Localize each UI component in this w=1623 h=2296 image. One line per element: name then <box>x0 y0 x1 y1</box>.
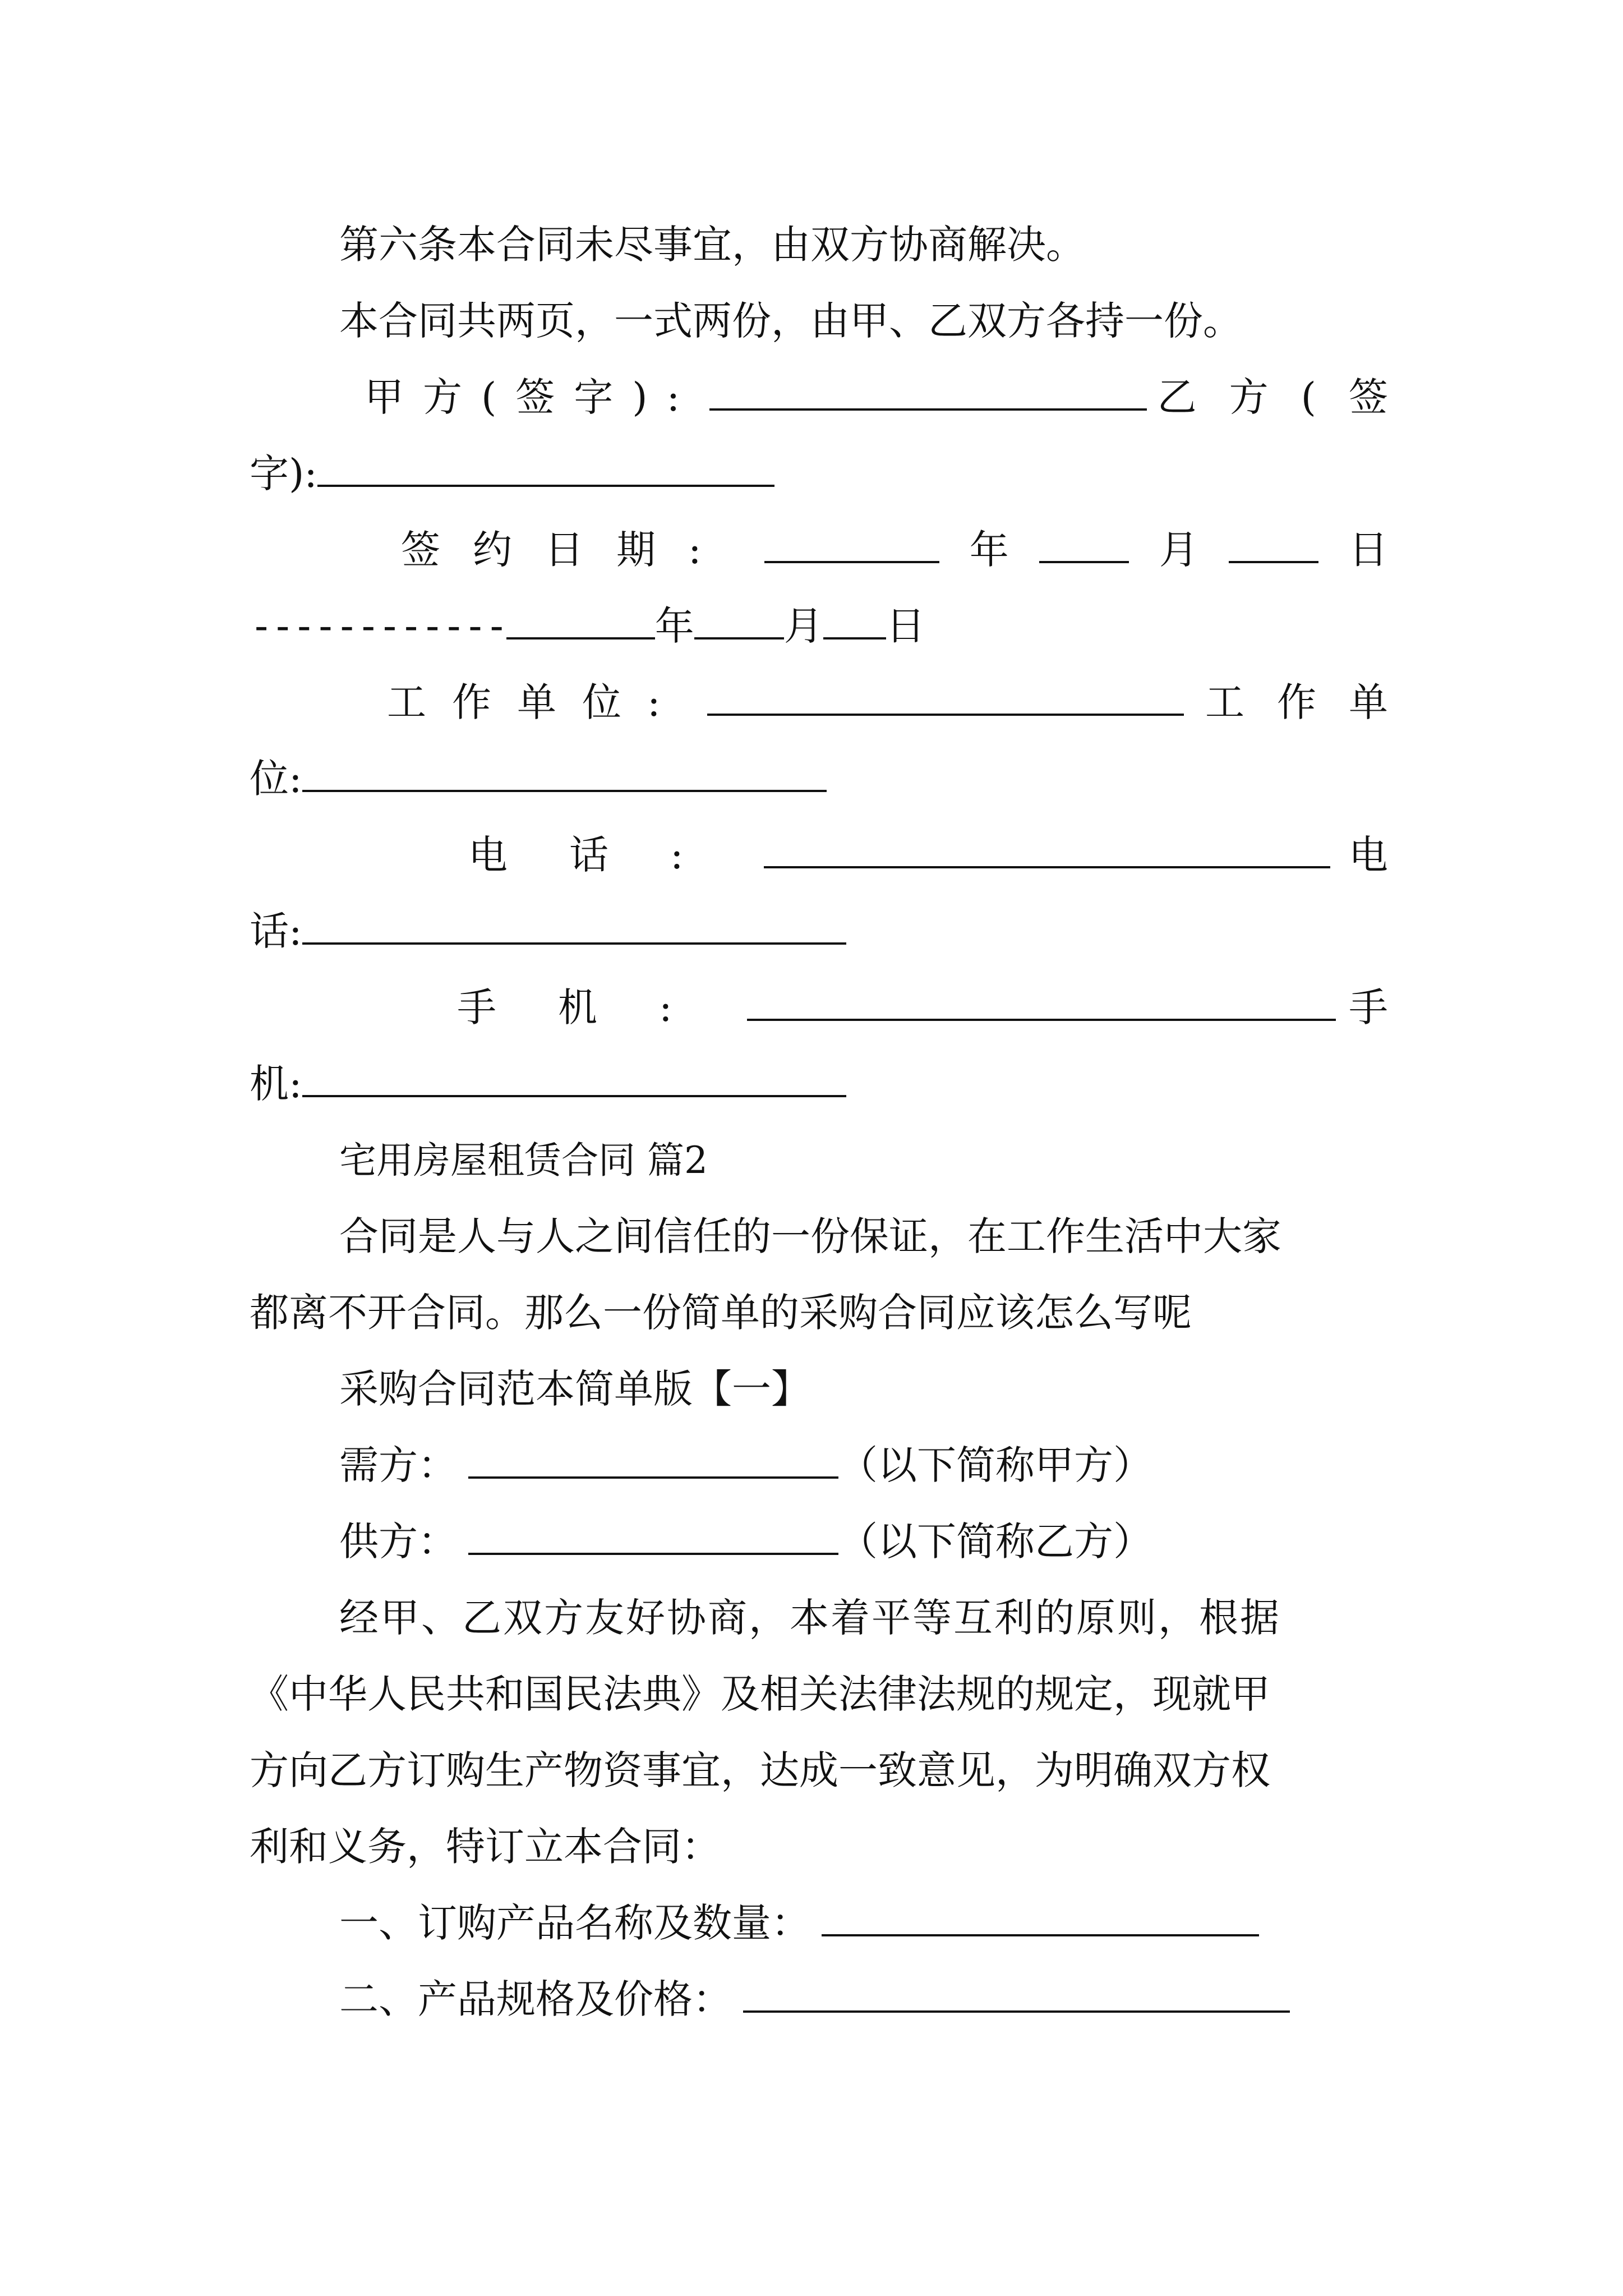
phone-label: 电话: <box>468 832 745 878</box>
item-one-label: 一、订购产品名称及数量： <box>339 1900 810 1946</box>
party-a-sign-label: 甲方(签字): <box>365 374 699 420</box>
party-b-sign-label: 乙方(签 <box>1157 374 1421 420</box>
phone-b-label-cont: 话: <box>250 908 302 954</box>
para-line-1: 经甲、乙双方友好协商，本着平等互利的原则，根据 <box>339 1595 1281 1641</box>
copies-note: 本合同共两页，一式两份，由甲、乙双方各持一份。 <box>339 298 1242 344</box>
work-unit-b-blank[interactable] <box>302 758 827 792</box>
article-six: 第六条本合同未尽事宜，由双方协商解决。 <box>339 222 1085 268</box>
work-unit-a-blank[interactable] <box>707 682 1184 716</box>
supplier-row <box>339 1503 1388 1580</box>
mobile-b-label: 手 <box>1349 984 1388 1030</box>
section-title: 宅用房屋租赁合同 篇2 <box>339 1139 708 1182</box>
date-b-year-blank[interactable] <box>506 606 655 639</box>
intro-line-2: 都离不开合同。那么一份简单的采购合同应该怎么写呢 <box>250 1290 1192 1336</box>
phone-row-cont <box>250 893 1388 970</box>
party-a-sign-blank[interactable] <box>709 377 1147 411</box>
date-a-year: 年 <box>969 527 1009 573</box>
para-line-2: 《中华人民共和国民法典》及相关法律法规的规定，现就甲 <box>250 1671 1270 1717</box>
item-one-blank[interactable] <box>822 1903 1259 1936</box>
buyer-blank[interactable] <box>468 1445 838 1479</box>
supplier-blank[interactable] <box>468 1521 838 1555</box>
item-two-label: 二、产品规格及价格： <box>339 1976 732 2022</box>
party-b-sign-label-cont: 字): <box>250 450 317 496</box>
phone-row <box>468 817 1388 894</box>
phone-a-blank[interactable] <box>764 835 1330 868</box>
mobile-label: 手机: <box>457 984 734 1030</box>
date-a-month: 月 <box>1159 527 1198 573</box>
date-b-day-blank[interactable] <box>823 606 886 639</box>
template-title: 采购合同范本简单版【一】 <box>339 1366 810 1412</box>
party-b-sign-blank[interactable] <box>317 453 774 487</box>
buyer-note: （以下简称甲方） <box>838 1442 1152 1488</box>
phone-b-label: 电 <box>1349 832 1388 878</box>
date-a-month-blank[interactable] <box>1039 530 1129 563</box>
work-unit-row-cont <box>250 740 1388 817</box>
buyer-row <box>339 1427 1388 1504</box>
work-unit-b-label: 工作单 <box>1205 679 1421 725</box>
supplier-label: 供方： <box>339 1519 457 1565</box>
buyer-label: 需方： <box>339 1442 457 1488</box>
item-two-row <box>339 1961 1388 2038</box>
date-a-day: 日 <box>1348 527 1388 573</box>
date-dash-line: ------------ <box>250 603 506 649</box>
date-b-month-blank[interactable] <box>694 606 784 639</box>
date-a-day-blank[interactable] <box>1229 530 1318 563</box>
mobile-b-label-cont: 机: <box>250 1061 302 1107</box>
signature-row-cont <box>250 435 1388 512</box>
item-two-blank[interactable] <box>743 1979 1290 2013</box>
work-unit-row <box>387 664 1421 741</box>
para-line-4: 利和义务，特订立本合同： <box>250 1824 721 1870</box>
sign-date-label: 签约日期: <box>401 527 734 573</box>
mobile-row-cont <box>250 1046 1388 1122</box>
mobile-a-blank[interactable] <box>747 987 1336 1021</box>
signature-row <box>365 359 1421 436</box>
phone-b-blank[interactable] <box>302 911 846 945</box>
sign-date-row-cont <box>250 588 1388 665</box>
date-b-day: 日 <box>886 603 925 649</box>
date-b-year: 年 <box>654 603 694 649</box>
date-a-year-blank[interactable] <box>764 530 939 563</box>
work-unit-b-label-cont: 位: <box>250 756 302 802</box>
intro-line-1: 合同是人与人之间信任的一份保证，在工作生活中大家 <box>339 1213 1281 1259</box>
work-unit-label: 工作单位: <box>387 679 686 725</box>
supplier-note: （以下简称乙方） <box>838 1519 1152 1565</box>
date-b-month: 月 <box>783 603 823 649</box>
mobile-row <box>457 969 1388 1046</box>
mobile-b-blank[interactable] <box>302 1064 846 1097</box>
sign-date-row <box>401 512 1388 588</box>
para-line-3: 方向乙方订购生产物资事宜，达成一致意见，为明确双方权 <box>250 1747 1270 1793</box>
item-one-row <box>339 1885 1388 1962</box>
